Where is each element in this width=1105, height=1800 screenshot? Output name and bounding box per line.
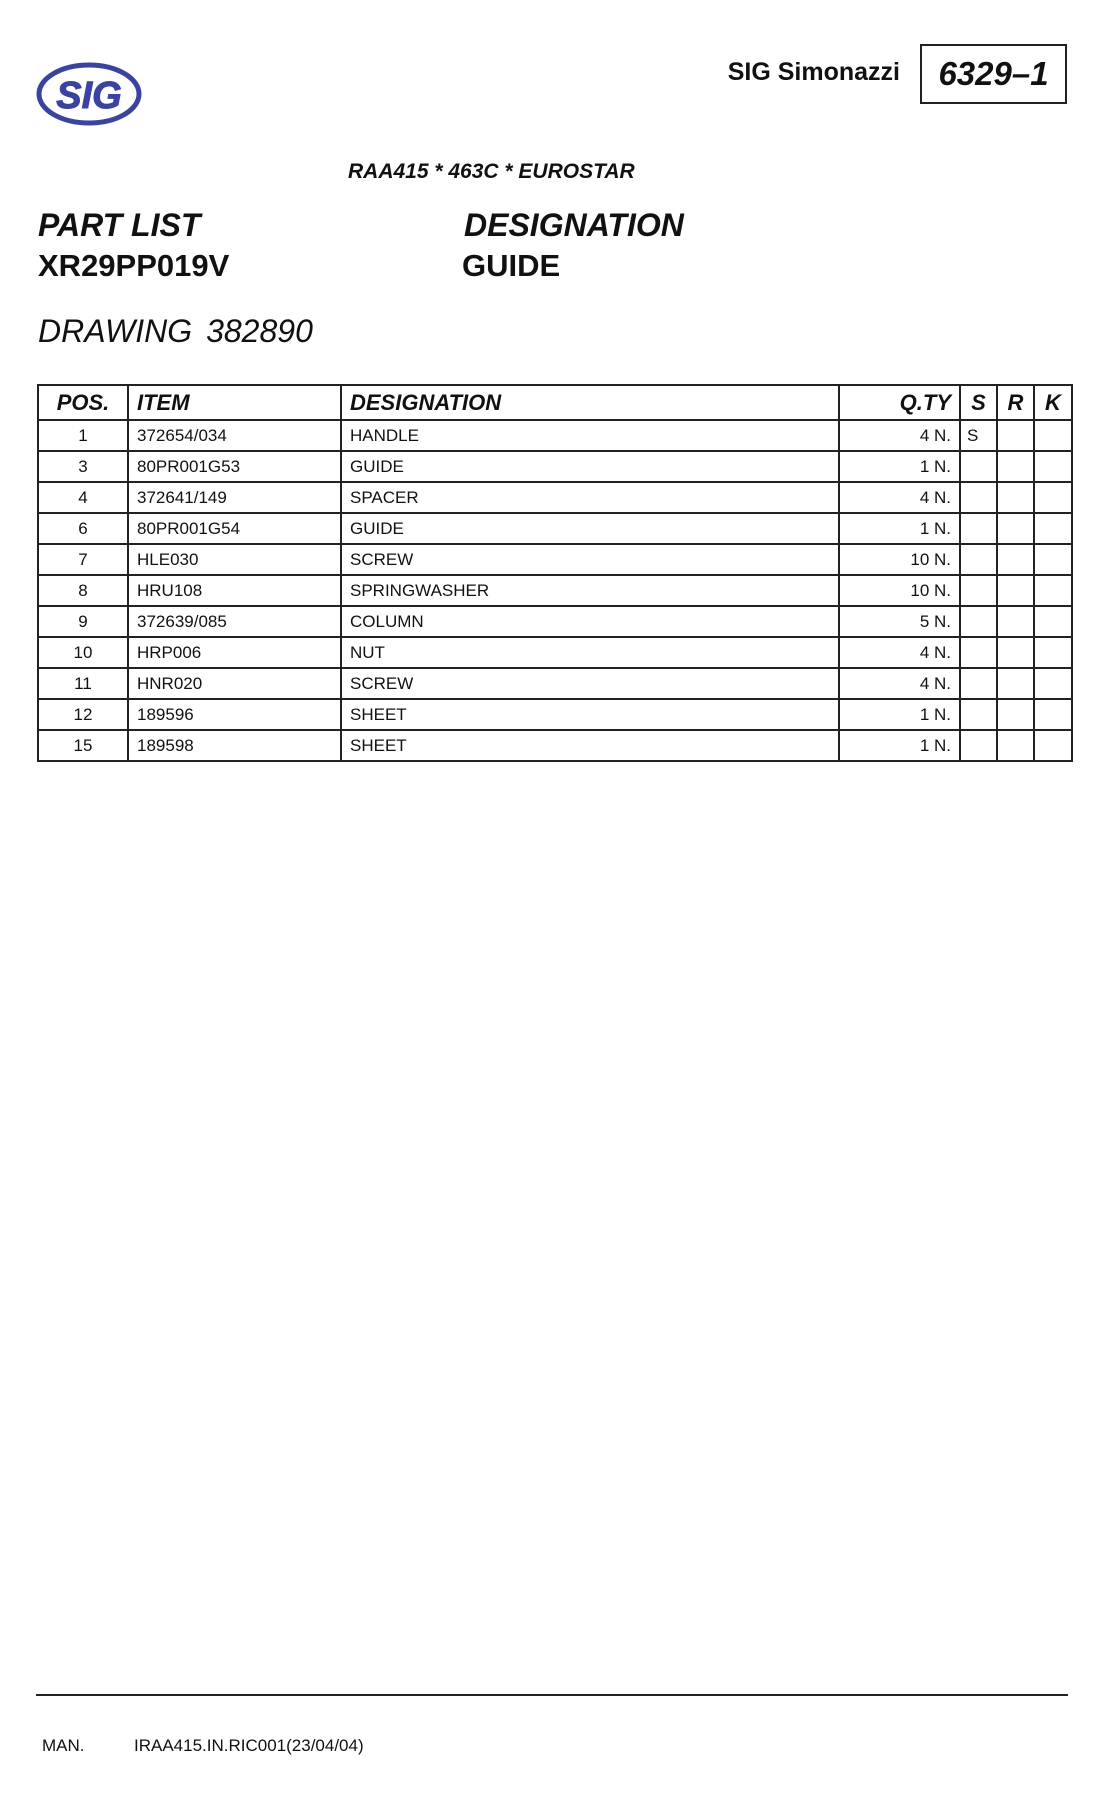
table-row	[38, 544, 1072, 575]
model-subtitle: RAA415 * 463C * EUROSTAR	[348, 160, 635, 183]
cell-item: HNR020	[128, 668, 341, 699]
cell-k	[1034, 606, 1072, 637]
cell-item: 372654/034	[128, 420, 341, 451]
cell-designation: SCREW	[341, 544, 839, 575]
table-row	[38, 575, 1072, 606]
cell-k	[1034, 451, 1072, 482]
cell-s	[960, 482, 997, 513]
table-row	[38, 482, 1072, 513]
svg-text:SIG: SIG	[56, 75, 122, 117]
cell-s	[960, 451, 997, 482]
cell-r	[997, 606, 1034, 637]
cell-item: 189596	[128, 699, 341, 730]
brand-name: SIG Simonazzi	[727, 58, 900, 86]
header-s: S	[960, 385, 997, 420]
table-row	[38, 730, 1072, 761]
header-k: K	[1034, 385, 1072, 420]
cell-designation: HANDLE	[341, 420, 839, 451]
table-row	[38, 637, 1072, 668]
cell-s	[960, 699, 997, 730]
header-designation: DESIGNATION	[341, 385, 839, 420]
cell-k	[1034, 513, 1072, 544]
cell-s	[960, 513, 997, 544]
table-row	[38, 699, 1072, 730]
cell-pos: 10	[38, 637, 128, 668]
cell-r	[997, 544, 1034, 575]
cell-s: S	[960, 420, 997, 451]
footer-reference: IRAA415.IN.RIC001(23/04/04)	[134, 1736, 364, 1755]
drawing-reference	[38, 313, 327, 350]
cell-qty: 4 N.	[839, 420, 960, 451]
cell-qty: 1 N.	[839, 451, 960, 482]
cell-r	[997, 668, 1034, 699]
cell-qty: 10 N.	[839, 544, 960, 575]
cell-designation: SHEET	[341, 699, 839, 730]
cell-k	[1034, 637, 1072, 668]
cell-pos: 1	[38, 420, 128, 451]
cell-item: 80PR001G54	[128, 513, 341, 544]
cell-k	[1034, 730, 1072, 761]
cell-pos: 11	[38, 668, 128, 699]
table-row	[38, 606, 1072, 637]
cell-item: HRP006	[128, 637, 341, 668]
cell-pos: 3	[38, 451, 128, 482]
cell-designation: GUIDE	[341, 513, 839, 544]
cell-s	[960, 637, 997, 668]
cell-r	[997, 420, 1034, 451]
cell-item: 80PR001G53	[128, 451, 341, 482]
cell-pos: 12	[38, 699, 128, 730]
cell-item: HLE030	[128, 544, 341, 575]
table-row	[38, 513, 1072, 544]
footer-label: MAN.	[42, 1736, 85, 1755]
cell-designation: NUT	[341, 637, 839, 668]
parts-table	[37, 384, 1073, 762]
cell-designation: SPACER	[341, 482, 839, 513]
cell-designation: SHEET	[341, 730, 839, 761]
cell-k	[1034, 668, 1072, 699]
cell-r	[997, 451, 1034, 482]
header-r: R	[997, 385, 1034, 420]
cell-k	[1034, 699, 1072, 730]
table-header-row	[38, 385, 1072, 420]
cell-pos: 15	[38, 730, 128, 761]
cell-pos: 8	[38, 575, 128, 606]
cell-k	[1034, 482, 1072, 513]
cell-qty: 10 N.	[839, 575, 960, 606]
cell-pos: 6	[38, 513, 128, 544]
cell-item: 189598	[128, 730, 341, 761]
cell-qty: 1 N.	[839, 730, 960, 761]
drawing-label: DRAWING	[38, 313, 193, 349]
table-row	[38, 668, 1072, 699]
cell-pos: 7	[38, 544, 128, 575]
cell-qty: 5 N.	[839, 606, 960, 637]
cell-qty: 4 N.	[839, 668, 960, 699]
cell-designation: SPRINGWASHER	[341, 575, 839, 606]
cell-item: 372639/085	[128, 606, 341, 637]
document-number: 6329–1	[920, 44, 1067, 104]
cell-item: 372641/149	[128, 482, 341, 513]
cell-r	[997, 482, 1034, 513]
header-pos: POS.	[38, 385, 128, 420]
cell-s	[960, 606, 997, 637]
footer-divider	[36, 1694, 1068, 1696]
cell-r	[997, 513, 1034, 544]
cell-designation: COLUMN	[341, 606, 839, 637]
table-row	[38, 420, 1072, 451]
cell-pos: 9	[38, 606, 128, 637]
part-list-label: PART LIST	[38, 207, 201, 243]
header-item: ITEM	[128, 385, 341, 420]
header-qty: Q.TY	[839, 385, 960, 420]
cell-r	[997, 699, 1034, 730]
cell-k	[1034, 544, 1072, 575]
sig-logo	[36, 62, 142, 126]
cell-k	[1034, 575, 1072, 606]
cell-s	[960, 575, 997, 606]
cell-s	[960, 544, 997, 575]
cell-qty: 1 N.	[839, 513, 960, 544]
cell-pos: 4	[38, 482, 128, 513]
cell-designation: GUIDE	[341, 451, 839, 482]
designation-label: DESIGNATION	[464, 207, 684, 243]
cell-qty: 4 N.	[839, 637, 960, 668]
cell-qty: 1 N.	[839, 699, 960, 730]
cell-k	[1034, 420, 1072, 451]
designation-value: GUIDE	[462, 248, 561, 283]
cell-r	[997, 575, 1034, 606]
cell-s	[960, 668, 997, 699]
cell-item: HRU108	[128, 575, 341, 606]
cell-qty: 4 N.	[839, 482, 960, 513]
drawing-number: 382890	[206, 313, 313, 349]
cell-r	[997, 730, 1034, 761]
cell-s	[960, 730, 997, 761]
table-row	[38, 451, 1072, 482]
cell-designation: SCREW	[341, 668, 839, 699]
cell-r	[997, 637, 1034, 668]
parts-table-body	[38, 420, 1072, 761]
part-list-code: XR29PP019V	[38, 248, 230, 283]
